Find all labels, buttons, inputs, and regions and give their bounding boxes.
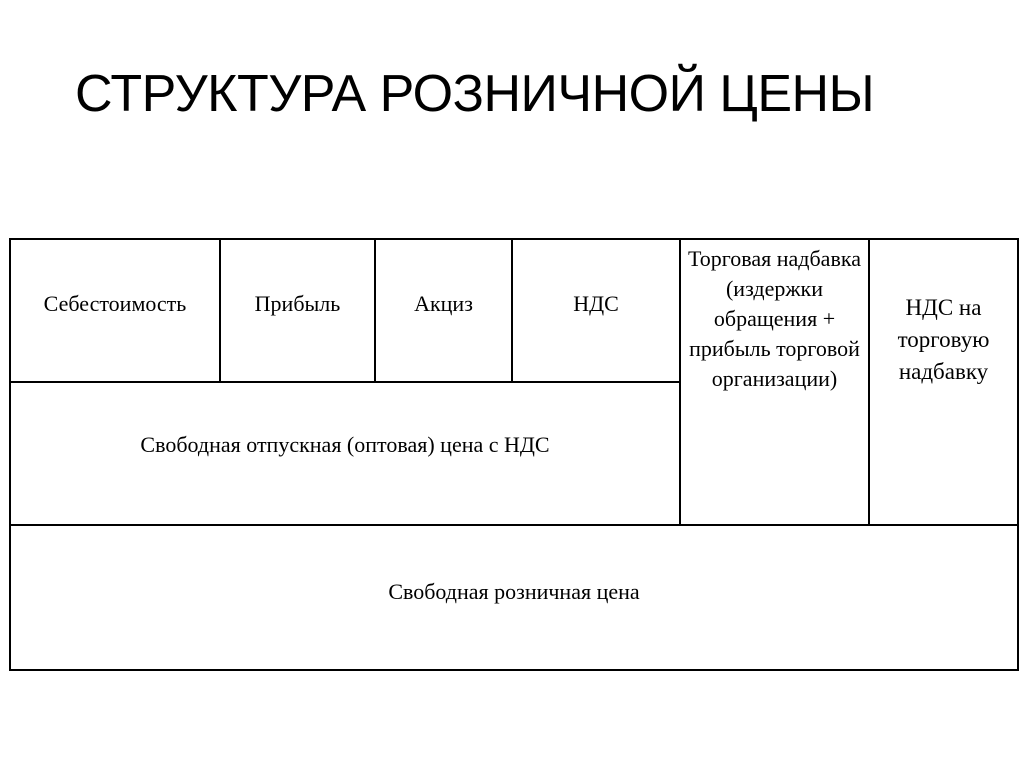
- cell-cost: Себестоимость: [10, 239, 220, 382]
- cell-profit: Прибыль: [220, 239, 375, 382]
- price-structure-table: [9, 238, 1019, 671]
- page-title: СТРУКТУРА РОЗНИЧНОЙ ЦЕНЫ: [75, 65, 875, 123]
- cell-trade-markup: Торговая надбавка (издержки обращения + прибыль торговой организации): [680, 239, 869, 525]
- cell-wholesale-price: Свободная отпускная (оптовая) цена с НДС: [10, 382, 680, 525]
- cell-excise: Акциз: [375, 239, 512, 382]
- cell-vat: НДС: [512, 239, 680, 382]
- cell-retail-price: Свободная розничная цена: [10, 525, 1018, 670]
- cell-vat-on-markup: НДС на торговую надбавку: [869, 239, 1018, 525]
